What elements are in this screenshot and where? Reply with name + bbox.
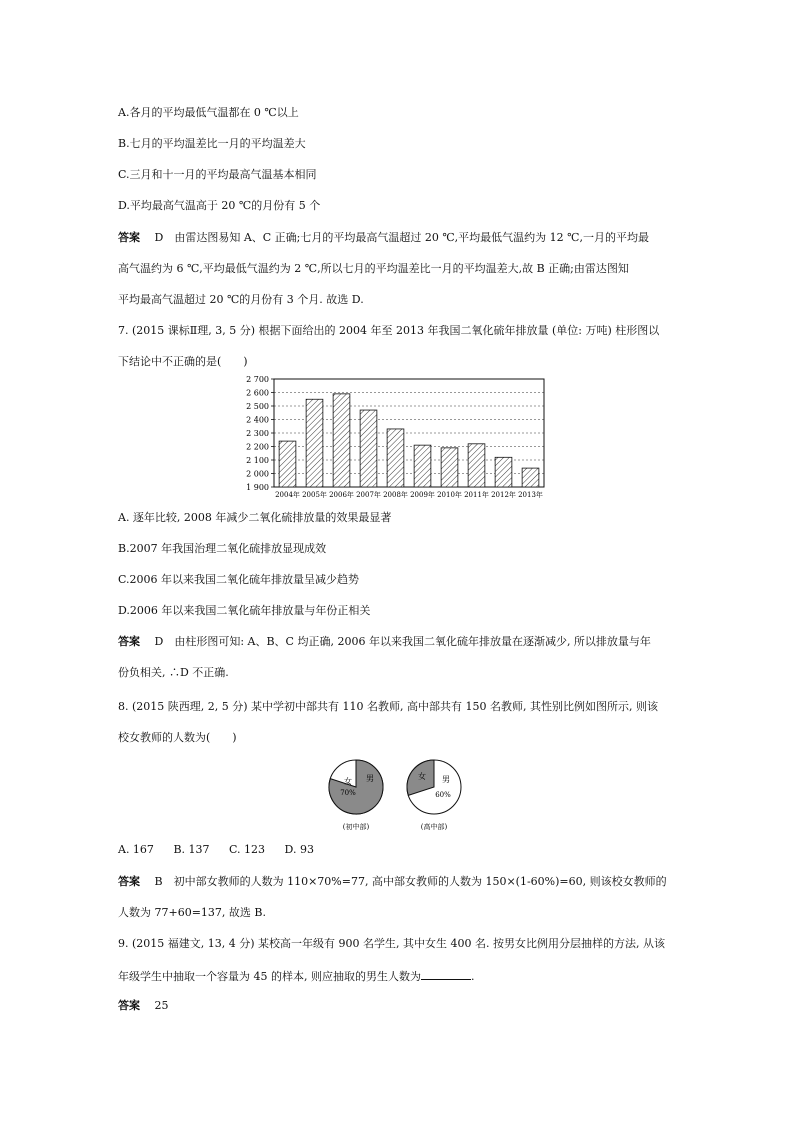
bar [360,410,377,487]
bar [414,445,431,487]
bar [495,457,512,487]
answer-label: 答案 [118,999,140,1012]
q6-option-b: B.七月的平均温差比一月的平均温差大 [118,137,306,150]
answer-label: 答案 [118,875,140,888]
pie-junior [329,760,383,831]
q8-option-a: A. 167 [118,843,154,856]
answer-label: 答案 [118,231,140,244]
x-tick-label: 2004年 [275,491,300,499]
q7-option-b: B.2007 年我国治理二氧化硫排放显现成效 [118,542,327,555]
answer-text: B 初中部女教师的人数为 110×70%=77, 高中部女教师的人数为 150×(1-60%)=60, 则该校女教师的 [154,875,667,888]
q8-option-d: D. 93 [284,843,314,856]
bar [468,444,485,487]
q8-option-b: B. 137 [173,843,210,856]
x-tick-label: 2009年 [410,491,435,499]
pie-label-male: 男 [442,775,450,784]
pie-caption: (初中部) [342,823,370,831]
q7-answer-line1 [118,635,651,649]
q7-stem-line1: 7. (2015 课标Ⅱ理, 3, 5 分) 根据下面给出的 2004 年至 2013 年我国二氧化硫年排放量 (单位: 万吨) 柱形图以 [118,324,660,337]
answer-text: D 由柱形图可知: A、B、C 均正确, 2006 年以来我国二氧化硫年排放量在逐渐减少, 所以排放量与年 [154,635,651,648]
y-tick-label: 2 300 [246,429,269,438]
y-tick-label: 1 900 [246,483,269,492]
so2-bar-chart [236,374,552,502]
bar [306,399,323,487]
pie-caption: (高中部) [420,823,448,831]
q7-option-c: C.2006 年以来我国二氧化硫年排放量呈减少趋势 [118,573,360,586]
y-tick-label: 2 700 [246,375,269,384]
q8-pie-charts [326,756,466,834]
y-tick-label: 2 600 [246,388,269,398]
pie-label-female: 女 [344,777,352,786]
pie-label-male: 男 [366,774,374,783]
q7-option-a: A. 逐年比较, 2008 年减少二氧化硫排放量的效果最显著 [118,511,392,524]
q8-stem-line1: 8. (2015 陕西理, 2, 5 分) 某中学初中部共有 110 名教师, 高中部共有 150 名教师, 其性别比例如图所示, 则该 [118,700,658,713]
answer-text: D 由雷达图易知 A、C 正确;七月的平均最高气温超过 20 ℃,平均最低气温约为 12 ℃,一月的平均最 [154,231,649,244]
q6-answer-line2: 高气温约为 6 ℃,平均最低气温约为 2 ℃,所以七月的平均温差比一月的平均温差大,故 B 正确;由雷达图知 [118,262,629,275]
q9-stem-line2 [118,968,474,984]
q9-stem-text: 年级学生中抽取一个容量为 45 的样本, 则应抽取的男生人数为 [118,970,421,983]
q9-stem-line1: 9. (2015 福建文, 13, 4 分) 某校高一年级有 900 名学生, 其中女生 400 名. 按男女比例用分层抽样的方法, 从该 [118,937,665,950]
pie-senior [407,760,461,831]
x-tick-label: 2012年 [491,491,516,499]
x-tick-label: 2005年 [302,491,327,499]
q8-answer-line2: 人数为 77+60=137, 故选 B. [118,906,266,919]
x-tick-label: 2010年 [437,491,462,499]
q7-option-d: D.2006 年以来我国二氧化硫年排放量与年份正相关 [118,604,371,617]
q7-answer-line2: 份负相关, ∴D 不正确. [118,666,229,679]
q8-options [118,843,330,857]
q9-stem-end: . [470,970,475,983]
q8-option-c: C. 123 [229,843,266,856]
bar [333,394,350,487]
q8-stem-line2: 校女教师的人数为( ) [118,731,237,744]
q6-option-c: C.三月和十一月的平均最高气温基本相同 [118,168,317,181]
answer-label: 答案 [118,635,140,648]
y-tick-label: 2 500 [246,402,269,411]
pie-label-female-pct: 70% [340,789,356,797]
y-tick-label: 2 200 [246,442,269,452]
answer-value: 25 [154,999,169,1012]
y-tick-label: 2 000 [246,469,269,479]
y-tick-label: 2 100 [246,456,269,465]
bar [522,468,539,487]
x-tick-label: 2013年 [518,491,543,499]
x-tick-label: 2006年 [329,491,354,499]
q8-answer-line1 [118,875,667,889]
q6-answer-line3: 平均最高气温超过 20 ℃的月份有 3 个月. 故选 D. [118,293,364,306]
q9-answer [118,999,169,1013]
y-tick-label: 2 400 [246,415,269,425]
q7-stem-line2: 下结论中不正确的是( ) [118,355,248,368]
q6-option-d: D.平均最高气温高于 20 ℃的月份有 5 个 [118,199,321,212]
x-tick-label: 2008年 [383,491,408,499]
q6-option-a: A.各月的平均最低气温都在 0 ℃以上 [118,106,299,119]
bar [387,429,404,487]
pie-label-female: 女 [418,772,426,781]
fill-blank [421,968,471,980]
pie-label-male-pct: 60% [435,791,451,799]
q6-answer-line1 [118,231,649,245]
bar [441,448,458,487]
bar [279,441,296,487]
x-tick-label: 2011年 [464,491,489,499]
x-tick-label: 2007年 [356,491,381,499]
